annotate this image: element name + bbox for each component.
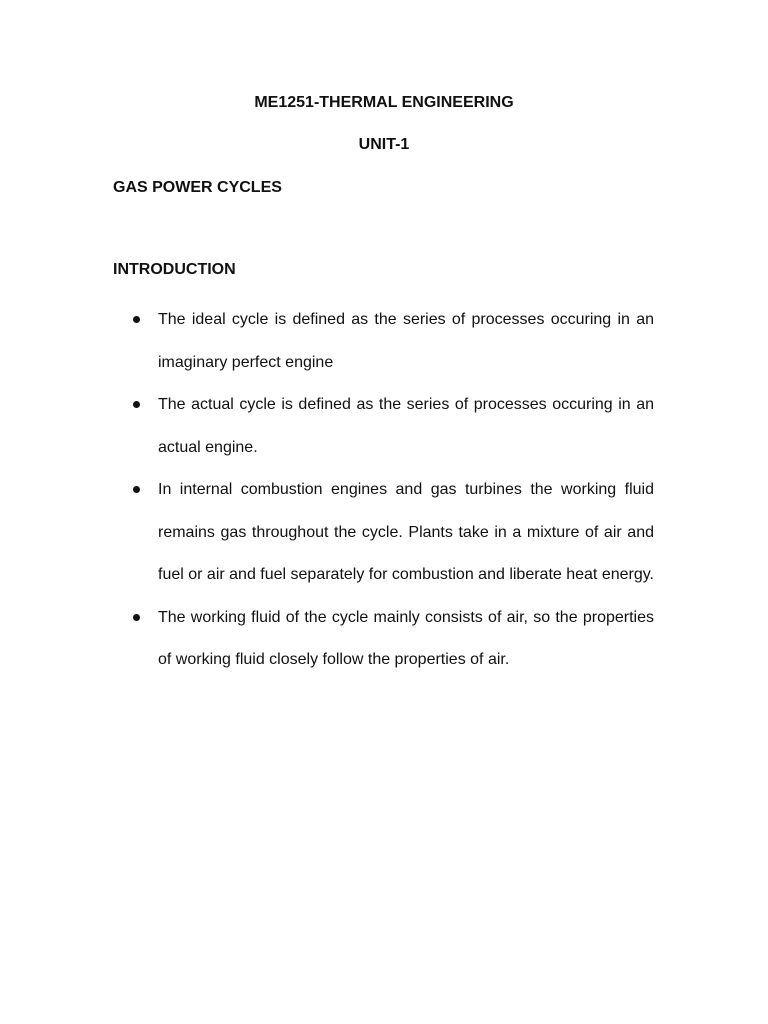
- bullet-dot-icon: [133, 614, 140, 621]
- section-title: GAS POWER CYCLES: [113, 179, 282, 196]
- bullet-item: [113, 299, 654, 384]
- bullet-item: [113, 597, 654, 682]
- bullet-text: The working fluid of the cycle mainly consists of air, so the properties of working fluid closely follow the properties of air.: [158, 608, 654, 668]
- bullet-dot-icon: [133, 401, 140, 408]
- bullet-item: [113, 469, 654, 597]
- bullet-text: The actual cycle is defined as the series of processes occuring in an actual engine.: [158, 396, 654, 456]
- unit-title: UNIT-1: [358, 136, 410, 153]
- bullet-item: [113, 384, 654, 469]
- course-title: ME1251-THERMAL ENGINEERING: [254, 94, 514, 111]
- bullet-dot-icon: [133, 316, 140, 323]
- subsection-title: INTRODUCTION: [113, 261, 236, 278]
- bullet-text: In internal combustion engines and gas turbines the working fluid remains gas throughout the cycle. Plants take in a mixture of air and fuel or air and fuel separately for combustion and liberate heat energy.: [158, 481, 654, 583]
- bullet-text: The ideal cycle is defined as the series of processes occuring in an imaginary perfect engine: [158, 311, 654, 371]
- bullet-list: [113, 299, 654, 682]
- bullet-dot-icon: [133, 486, 140, 493]
